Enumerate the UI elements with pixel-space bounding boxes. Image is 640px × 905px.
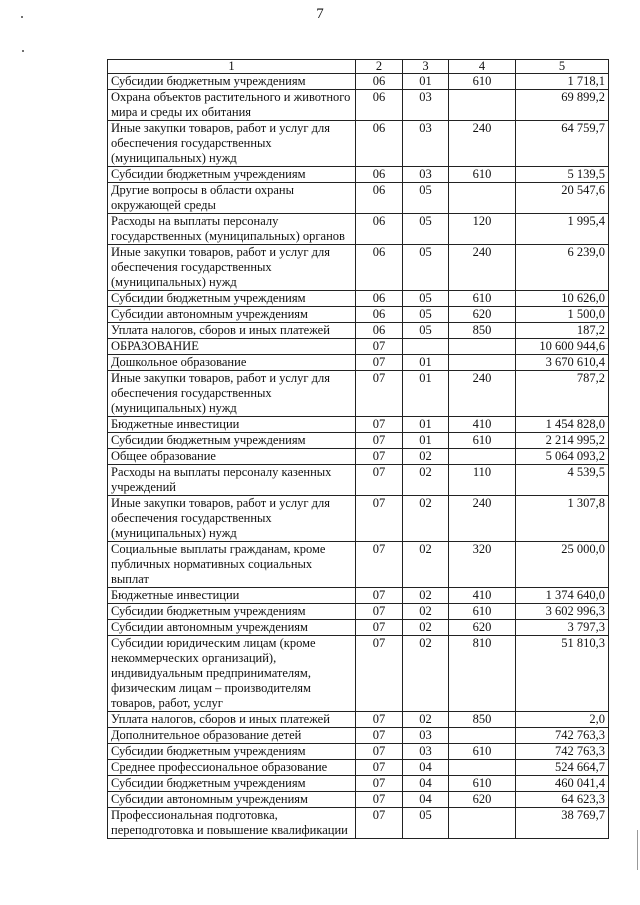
- cell-section: 07: [356, 760, 403, 776]
- cell-subsection: 05: [403, 808, 449, 839]
- table-row: [108, 307, 609, 323]
- cell-expense-type: 810: [449, 636, 516, 712]
- cell-amount: 1 374 640,0: [516, 588, 609, 604]
- cell-amount: 64 623,3: [516, 792, 609, 808]
- cell-subsection: 05: [403, 291, 449, 307]
- cell-amount: 10 600 944,6: [516, 339, 609, 355]
- cell-subsection: 02: [403, 712, 449, 728]
- cell-amount: 4 539,5: [516, 465, 609, 496]
- table-row: [108, 760, 609, 776]
- cell-amount: 2,0: [516, 712, 609, 728]
- cell-amount: 10 626,0: [516, 291, 609, 307]
- cell-subsection: 03: [403, 167, 449, 183]
- cell-section: 07: [356, 355, 403, 371]
- table-header-row: [108, 60, 609, 74]
- cell-section: 06: [356, 291, 403, 307]
- table-row: [108, 183, 609, 214]
- cell-expense-type: 320: [449, 542, 516, 588]
- cell-amount: 2 214 995,2: [516, 433, 609, 449]
- cell-expense-type: 850: [449, 712, 516, 728]
- cell-subsection: 01: [403, 355, 449, 371]
- cell-name: Субсидии бюджетным учреждениям: [108, 776, 356, 792]
- cell-section: 07: [356, 636, 403, 712]
- cell-name: Субсидии бюджетным учреждениям: [108, 74, 356, 90]
- cell-section: 07: [356, 728, 403, 744]
- cell-amount: 25 000,0: [516, 542, 609, 588]
- table-row: [108, 167, 609, 183]
- cell-amount: 524 664,7: [516, 760, 609, 776]
- cell-amount: 69 899,2: [516, 90, 609, 121]
- cell-subsection: 05: [403, 307, 449, 323]
- cell-subsection: 02: [403, 465, 449, 496]
- cell-name: Дополнительное образование детей: [108, 728, 356, 744]
- cell-subsection: 03: [403, 744, 449, 760]
- header-cell-4: 4: [449, 60, 516, 74]
- cell-expense-type: 240: [449, 121, 516, 167]
- cell-section: 07: [356, 433, 403, 449]
- cell-subsection: 02: [403, 636, 449, 712]
- cell-name: Бюджетные инвестиции: [108, 417, 356, 433]
- cell-name: Субсидии автономным учреждениям: [108, 307, 356, 323]
- cell-amount: 3 602 996,3: [516, 604, 609, 620]
- cell-expense-type: 120: [449, 214, 516, 245]
- cell-subsection: 01: [403, 417, 449, 433]
- table-row: [108, 323, 609, 339]
- cell-subsection: 05: [403, 245, 449, 291]
- table-row: [108, 620, 609, 636]
- scan-speck: [21, 16, 23, 18]
- cell-section: 07: [356, 417, 403, 433]
- cell-name: Субсидии бюджетным учреждениям: [108, 167, 356, 183]
- table-row: [108, 588, 609, 604]
- cell-subsection: 05: [403, 323, 449, 339]
- cell-amount: 787,2: [516, 371, 609, 417]
- cell-subsection: 04: [403, 776, 449, 792]
- cell-subsection: 04: [403, 792, 449, 808]
- cell-amount: 51 810,3: [516, 636, 609, 712]
- budget-table: [107, 59, 609, 839]
- cell-section: 06: [356, 121, 403, 167]
- cell-name: Охрана объектов растительного и животного мира и среды их обитания: [108, 90, 356, 121]
- cell-name: Субсидии бюджетным учреждениям: [108, 291, 356, 307]
- cell-name: Иные закупки товаров, работ и услуг для обеспечения государственных (муниципальных) нужд: [108, 121, 356, 167]
- cell-name: Другие вопросы в области охраны окружающей среды: [108, 183, 356, 214]
- cell-section: 07: [356, 542, 403, 588]
- cell-subsection: 02: [403, 496, 449, 542]
- cell-amount: 1 454 828,0: [516, 417, 609, 433]
- table-row: [108, 74, 609, 90]
- cell-section: 06: [356, 214, 403, 245]
- cell-expense-type: [449, 449, 516, 465]
- cell-subsection: 01: [403, 371, 449, 417]
- cell-section: 07: [356, 371, 403, 417]
- cell-subsection: 01: [403, 433, 449, 449]
- cell-expense-type: 620: [449, 792, 516, 808]
- table-row: [108, 291, 609, 307]
- cell-expense-type: 610: [449, 604, 516, 620]
- cell-expense-type: [449, 760, 516, 776]
- cell-section: 06: [356, 74, 403, 90]
- cell-name: Профессиональная подготовка, переподготовка и повышение квалификации: [108, 808, 356, 839]
- cell-amount: 38 769,7: [516, 808, 609, 839]
- cell-name: Общее образование: [108, 449, 356, 465]
- cell-name: Иные закупки товаров, работ и услуг для обеспечения государственных (муниципальных) нужд: [108, 496, 356, 542]
- cell-name: ОБРАЗОВАНИЕ: [108, 339, 356, 355]
- header-cell-2: 2: [356, 60, 403, 74]
- cell-subsection: 05: [403, 214, 449, 245]
- cell-expense-type: 610: [449, 291, 516, 307]
- table-row: [108, 636, 609, 712]
- cell-amount: 5 064 093,2: [516, 449, 609, 465]
- scan-speck: [22, 50, 24, 52]
- cell-section: 06: [356, 167, 403, 183]
- cell-expense-type: 610: [449, 433, 516, 449]
- scan-edge-mark: [637, 830, 638, 870]
- cell-name: Субсидии юридическим лицам (кроме некоммерческих организаций), индивидуальным предпринимателям, физическим лицам – производителям товаров, работ, услуг: [108, 636, 356, 712]
- cell-name: Субсидии бюджетным учреждениям: [108, 433, 356, 449]
- cell-amount: 742 763,3: [516, 744, 609, 760]
- cell-section: 07: [356, 792, 403, 808]
- cell-section: 06: [356, 245, 403, 291]
- header-cell-5: 5: [516, 60, 609, 74]
- cell-name: Субсидии бюджетным учреждениям: [108, 744, 356, 760]
- cell-expense-type: 110: [449, 465, 516, 496]
- table-row: [108, 776, 609, 792]
- cell-section: 06: [356, 183, 403, 214]
- table-row: [108, 712, 609, 728]
- table-row: [108, 808, 609, 839]
- cell-expense-type: 610: [449, 74, 516, 90]
- cell-section: 07: [356, 449, 403, 465]
- table-row: [108, 728, 609, 744]
- table-row: [108, 339, 609, 355]
- table-row: [108, 792, 609, 808]
- cell-amount: 20 547,6: [516, 183, 609, 214]
- table-row: [108, 245, 609, 291]
- cell-amount: 742 763,3: [516, 728, 609, 744]
- table-row: [108, 371, 609, 417]
- cell-name: Субсидии автономным учреждениям: [108, 620, 356, 636]
- table-row: [108, 355, 609, 371]
- cell-section: 07: [356, 496, 403, 542]
- cell-section: 07: [356, 776, 403, 792]
- table-row: [108, 496, 609, 542]
- cell-amount: 187,2: [516, 323, 609, 339]
- cell-expense-type: [449, 339, 516, 355]
- cell-section: 07: [356, 744, 403, 760]
- cell-expense-type: 850: [449, 323, 516, 339]
- cell-section: 07: [356, 588, 403, 604]
- cell-subsection: 02: [403, 604, 449, 620]
- cell-subsection: 02: [403, 620, 449, 636]
- cell-subsection: 05: [403, 183, 449, 214]
- cell-amount: 3 670 610,4: [516, 355, 609, 371]
- header-cell-3: 3: [403, 60, 449, 74]
- cell-expense-type: 240: [449, 371, 516, 417]
- cell-name: Социальные выплаты гражданам, кроме публичных нормативных социальных выплат: [108, 542, 356, 588]
- cell-section: 07: [356, 604, 403, 620]
- cell-amount: 1 718,1: [516, 74, 609, 90]
- cell-name: Уплата налогов, сборов и иных платежей: [108, 712, 356, 728]
- budget-table-body: [108, 60, 609, 839]
- cell-amount: 5 139,5: [516, 167, 609, 183]
- cell-section: 06: [356, 307, 403, 323]
- cell-subsection: 02: [403, 588, 449, 604]
- cell-subsection: 04: [403, 760, 449, 776]
- table-row: [108, 465, 609, 496]
- cell-name: Уплата налогов, сборов и иных платежей: [108, 323, 356, 339]
- table-row: [108, 417, 609, 433]
- cell-expense-type: 620: [449, 307, 516, 323]
- cell-name: Дошкольное образование: [108, 355, 356, 371]
- cell-section: 07: [356, 339, 403, 355]
- cell-expense-type: [449, 90, 516, 121]
- cell-name: Субсидии автономным учреждениям: [108, 792, 356, 808]
- header-cell-1: 1: [108, 60, 356, 74]
- cell-subsection: [403, 339, 449, 355]
- table-row: [108, 90, 609, 121]
- cell-section: 07: [356, 712, 403, 728]
- cell-expense-type: 610: [449, 744, 516, 760]
- cell-expense-type: 610: [449, 167, 516, 183]
- cell-expense-type: 620: [449, 620, 516, 636]
- cell-amount: 64 759,7: [516, 121, 609, 167]
- cell-subsection: 03: [403, 728, 449, 744]
- cell-amount: 460 041,4: [516, 776, 609, 792]
- cell-section: 07: [356, 465, 403, 496]
- cell-expense-type: 240: [449, 245, 516, 291]
- table-row: [108, 121, 609, 167]
- table-row: [108, 744, 609, 760]
- cell-name: Иные закупки товаров, работ и услуг для обеспечения государственных (муниципальных) нужд: [108, 245, 356, 291]
- cell-subsection: 01: [403, 74, 449, 90]
- cell-section: 06: [356, 323, 403, 339]
- cell-subsection: 02: [403, 449, 449, 465]
- cell-section: 07: [356, 808, 403, 839]
- cell-amount: 1 995,4: [516, 214, 609, 245]
- cell-name: Среднее профессиональное образование: [108, 760, 356, 776]
- cell-name: Бюджетные инвестиции: [108, 588, 356, 604]
- page-number: 7: [316, 6, 324, 22]
- cell-amount: 1 307,8: [516, 496, 609, 542]
- cell-name: Расходы на выплаты персоналу казенных учреждений: [108, 465, 356, 496]
- cell-name: Субсидии бюджетным учреждениям: [108, 604, 356, 620]
- cell-expense-type: 610: [449, 776, 516, 792]
- cell-subsection: 02: [403, 542, 449, 588]
- cell-expense-type: [449, 808, 516, 839]
- cell-expense-type: 410: [449, 417, 516, 433]
- cell-subsection: 03: [403, 90, 449, 121]
- cell-expense-type: 410: [449, 588, 516, 604]
- cell-expense-type: 240: [449, 496, 516, 542]
- cell-amount: 1 500,0: [516, 307, 609, 323]
- table-row: [108, 214, 609, 245]
- cell-name: Расходы на выплаты персоналу государственных (муниципальных) органов: [108, 214, 356, 245]
- cell-expense-type: [449, 355, 516, 371]
- cell-expense-type: [449, 728, 516, 744]
- table-row: [108, 542, 609, 588]
- table-row: [108, 449, 609, 465]
- cell-amount: 6 239,0: [516, 245, 609, 291]
- cell-name: Иные закупки товаров, работ и услуг для обеспечения государственных (муниципальных) нужд: [108, 371, 356, 417]
- cell-section: 06: [356, 90, 403, 121]
- cell-amount: 3 797,3: [516, 620, 609, 636]
- table-row: [108, 433, 609, 449]
- cell-expense-type: [449, 183, 516, 214]
- cell-section: 07: [356, 620, 403, 636]
- table-row: [108, 604, 609, 620]
- cell-subsection: 03: [403, 121, 449, 167]
